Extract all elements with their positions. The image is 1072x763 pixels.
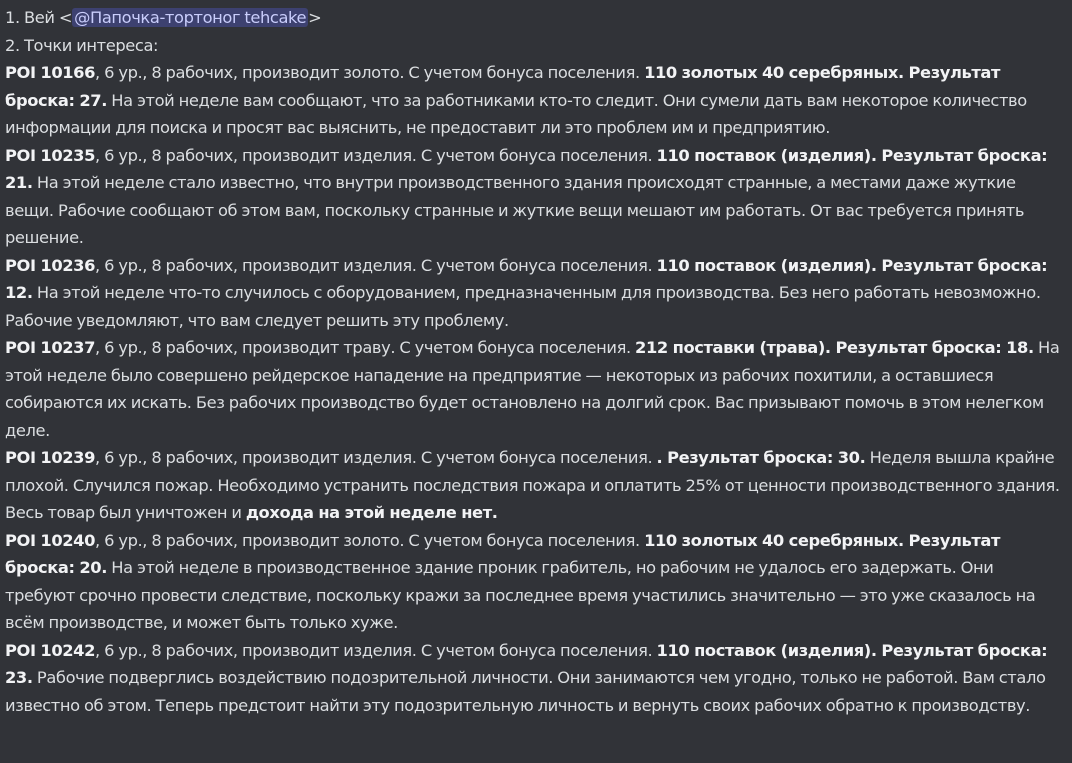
line-mention	[5, 4, 1062, 32]
poi-details: , 6 ур., 8 рабочих, производит изделия. С учетом бонуса поселения.	[95, 448, 657, 467]
poi-result: . Результат броска: 30.	[656, 448, 866, 467]
poi-id: POI 10166	[5, 63, 96, 82]
poi-details: , 6 ур., 8 рабочих, производит траву. С учетом бонуса поселения.	[95, 338, 636, 357]
poi-text: На этой неделе в производственное здание проник грабитель, но рабочим не удалось его задержать. Они требуют срочно провести следствие, поскольку кражи за последнее время участились значительно — это уже сказалось на всём производстве, и может быть только хуже.	[5, 558, 1036, 632]
poi-details: , 6 ур., 8 рабочих, производит изделия. С учетом бонуса поселения.	[95, 255, 657, 275]
poi-details: , 6 ур., 8 рабочих, производит золото. С учетом бонуса поселения.	[95, 530, 645, 550]
poi-entry	[5, 334, 1062, 444]
poi-result: 110 золотых 40 серебряных. Результат броска: 27.	[5, 63, 1001, 110]
poi-details: , 6 ур., 8 рабочих, производит золото. С учетом бонуса поселения.	[95, 63, 645, 82]
poi-id: POI 10236	[5, 255, 96, 275]
poi-entry	[5, 527, 1062, 637]
poi-details: , 6 ур., 8 рабочих, производит изделия. С учетом бонуса поселения.	[95, 640, 657, 660]
poi-result: 110 поставок (изделия). Результат броска: 21.	[5, 145, 1048, 192]
poi-id: POI 10237	[5, 338, 96, 357]
poi-text: На этой неделе что-то случилось с оборудованием, предназначенным для производства. Без него работать невозможно. Рабочие уведомляют, что вам следует решить эту проблему.	[5, 283, 1041, 330]
user-mention[interactable]: @Папочка-тортоног tehcake	[74, 8, 307, 27]
poi-entry	[5, 142, 1062, 252]
poi-entry	[5, 252, 1062, 335]
poi-result: 110 золотых 40 серебряных. Результат броска: 20.	[5, 530, 1001, 577]
poi-id: POI 10239	[5, 448, 96, 467]
poi-id: POI 10240	[5, 530, 96, 550]
poi-tail-bold: дохода на этой неделе нет.	[245, 503, 498, 522]
line1-suffix: >	[308, 8, 322, 27]
line1-prefix: 1. Вей <	[5, 8, 73, 27]
poi-text: На этой неделе было совершено рейдерское нападение на предприятие — некоторых из рабочих похитили, а оставшиеся собираются их искать. Без рабочих производство будет остановлено на долгий срок. Вас призывают помочь в этом нелегком деле.	[5, 338, 1060, 440]
poi-text: На этой неделе вам сообщают, что за работниками кто-то следит. Они сумели дать вам некоторое количество информации для поиска и просят вас выяснить, не предоставит ли это проблем им и предприятию.	[5, 90, 1027, 137]
points-of-interest-heading: 2. Точки интереса:	[5, 35, 159, 55]
poi-details: , 6 ур., 8 рабочих, производит изделия. С учетом бонуса поселения.	[95, 145, 657, 165]
poi-result: 110 поставок (изделия). Результат броска: 23.	[5, 640, 1048, 687]
poi-text: На этой неделе стало известно, что внутри производственного здания происходят странные, а местами даже жуткие вещи. Рабочие сообщают об этом вам, поскольку странные и жуткие вещи мешают им работать. От вас требуется принять решение.	[5, 173, 1025, 247]
poi-result: 110 поставок (изделия). Результат броска: 12.	[5, 255, 1048, 302]
poi-result: 212 поставки (трава). Результат броска: 18.	[635, 338, 1034, 357]
poi-entry	[5, 59, 1062, 142]
poi-text: Неделя вышла крайне плохой. Случился пожар. Необходимо устранить последствия пожара и оплатить 25% от ценности производственного здания. Весь товар был уничтожен и	[5, 448, 1060, 522]
poi-entry	[5, 444, 1062, 527]
poi-entry	[5, 637, 1062, 720]
poi-id: POI 10242	[5, 640, 96, 660]
poi-id: POI 10235	[5, 145, 96, 165]
poi-text: Рабочие подверглись воздействию подозрительной личности. Они занимаются чем угодно, только не работой. Вам стало известно об этом. Теперь предстоит найти эту подозрительную личность и вернуть своих рабочих обратно к производству.	[5, 668, 1046, 715]
